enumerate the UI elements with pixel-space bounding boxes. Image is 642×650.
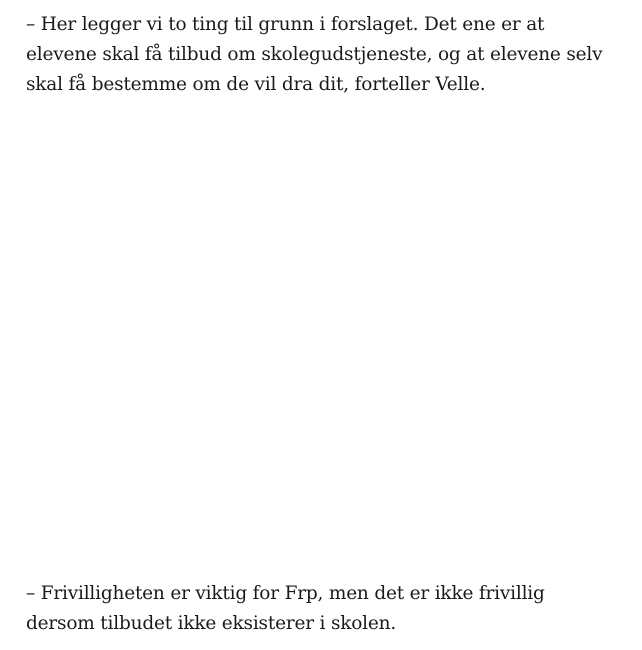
embedded-content-area <box>26 110 618 560</box>
article-paragraph-1: – Her legger vi to ting til grunn i forslaget. Det ene er at elevene skal få tilbud om skolegudstjeneste, og at elevene selv skal få bestemme om de vil dra dit, forteller Velle. <box>26 14 603 95</box>
article-paragraph-2: – Frivilligheten er viktig for Frp, men det er ikke frivillig dersom tilbudet ikke eksisterer i skolen. <box>26 583 545 634</box>
